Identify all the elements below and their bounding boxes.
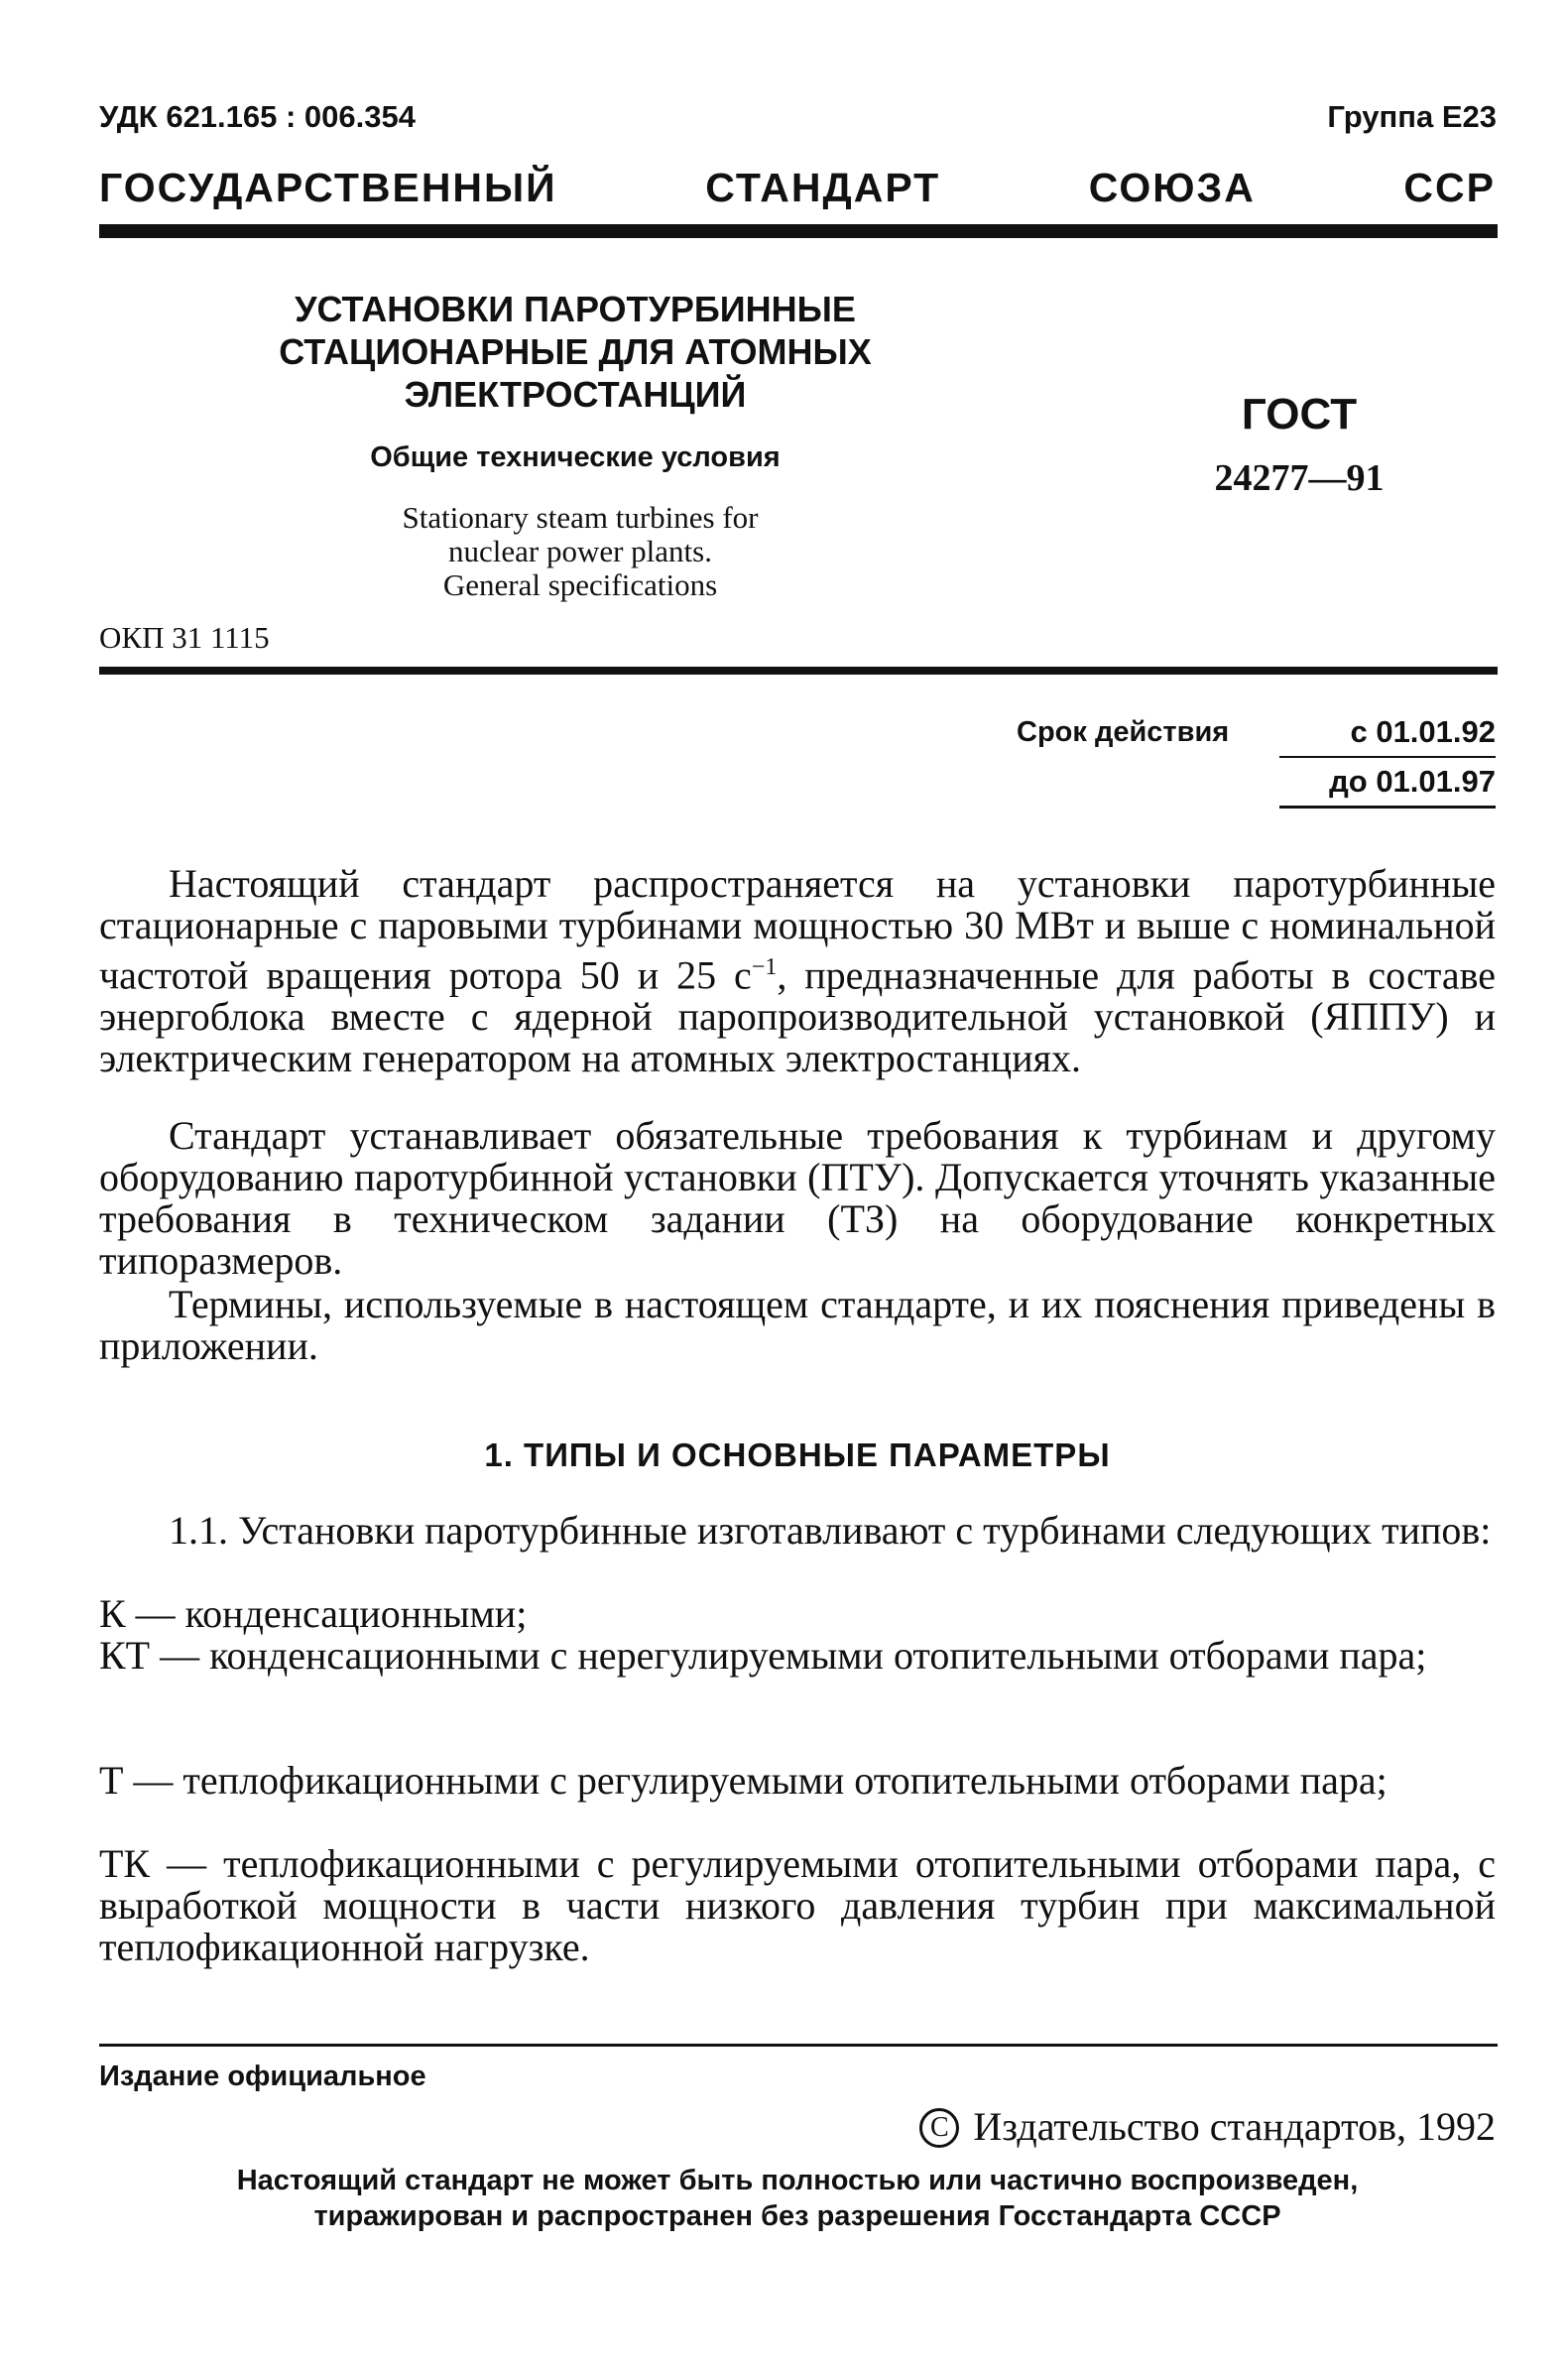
edition-label: Издание официальное xyxy=(99,2061,426,2092)
reproduction-notice xyxy=(99,2163,1496,2234)
english-title-line-3: General specifications xyxy=(442,567,718,602)
notice-line-1: Настоящий стандарт не может быть полностью или частично воспроизведен, xyxy=(236,2165,1359,2196)
requirements-paragraph: Стандарт устанавливает обязательные требования к турбинам и другому оборудованию паротурбинной установки (ПТУ). Допускается уточнять указанные требования в техническом задании (ТЗ) на оборудование конкретных типоразмеров. xyxy=(99,1113,1496,1283)
english-title xyxy=(258,501,903,602)
standard-banner: ГОСУДАРСТВЕННЫЙ СТАНДАРТ СОЮЗА ССР xyxy=(99,165,1496,210)
copyright-line xyxy=(754,2103,1496,2150)
intro-superscript: −1 xyxy=(751,954,778,980)
title-bottom-rule xyxy=(99,667,1498,675)
list-item: К — конденсационными; xyxy=(99,1591,528,1636)
validity-underline xyxy=(1279,756,1496,758)
title-line-3: ЭЛЕКТРОСТАНЦИЙ xyxy=(404,374,747,415)
title-line-2: СТАЦИОНАРНЫЕ ДЛЯ АТОМНЫХ xyxy=(279,331,872,372)
footer-rule xyxy=(99,2044,1498,2047)
udk-code: УДК 621.165 : 006.354 xyxy=(99,99,416,134)
group-code: Группа Е23 xyxy=(1327,99,1497,134)
clause-1-1: 1.1. Установки паротурбинные изготавливают с турбинами следующих типов: xyxy=(169,1508,1492,1553)
list-item: КТ — конденсационными с нерегулируемыми отопительными отборами пара; xyxy=(99,1633,1427,1678)
copyright-icon: С xyxy=(919,2108,959,2148)
list-item: ТК — теплофикационными с регулируемыми отопительными отборами пара, с выработкой мощности в части низкого давления турбин при максимальной теплофикационной нагрузке. xyxy=(99,1841,1496,1969)
title-line-1: УСТАНОВКИ ПАРОТУРБИННЫЕ xyxy=(295,289,856,329)
document-title xyxy=(228,288,922,416)
list-item: Т — теплофикационными с регулируемыми отопительными отборами пара; xyxy=(99,1758,1387,1803)
english-title-line-1: Stationary steam turbines for xyxy=(402,500,759,535)
gost-label: ГОСТ xyxy=(1241,390,1358,438)
validity-underline xyxy=(1279,806,1496,809)
section-heading: 1. ТИПЫ И ОСНОВНЫЕ ПАРАМЕТРЫ xyxy=(484,1436,1111,1473)
notice-line-2: тиражирован и распространен без разрешения Госстандарта СССР xyxy=(313,2200,1281,2232)
terms-paragraph: Термины, используемые в настоящем стандарте, и их пояснения приведены в приложении. xyxy=(99,1282,1496,1368)
valid-to-date: до 01.01.97 xyxy=(1329,764,1496,799)
intro-paragraph xyxy=(99,863,1496,1079)
top-thick-rule xyxy=(99,224,1498,238)
valid-from-date: с 01.01.92 xyxy=(1350,714,1496,749)
document-subtitle: Общие технические условия xyxy=(370,441,781,473)
intro-text-end: , предназначенные для работы в составе энергоблока вместе с ядерной паропроизводительной установкой (ЯППУ) и электрическим генератором на атомных электростанциях. xyxy=(99,952,1496,1081)
english-title-line-2: nuclear power plants. xyxy=(448,534,712,568)
validity-label: Срок действия xyxy=(1017,716,1230,748)
copyright-text: Издательство стандартов, 1992 xyxy=(973,2104,1496,2149)
intro-text: Настоящий стандарт распространяется на установки паротурбинные стационарные с паровыми турбинами мощностью 30 МВт и выше с номинальной частотой вращения ротора 50 и 25 с xyxy=(99,861,1496,998)
gost-number: 24277—91 xyxy=(1214,457,1385,499)
okp-code: ОКП 31 1115 xyxy=(99,620,270,655)
